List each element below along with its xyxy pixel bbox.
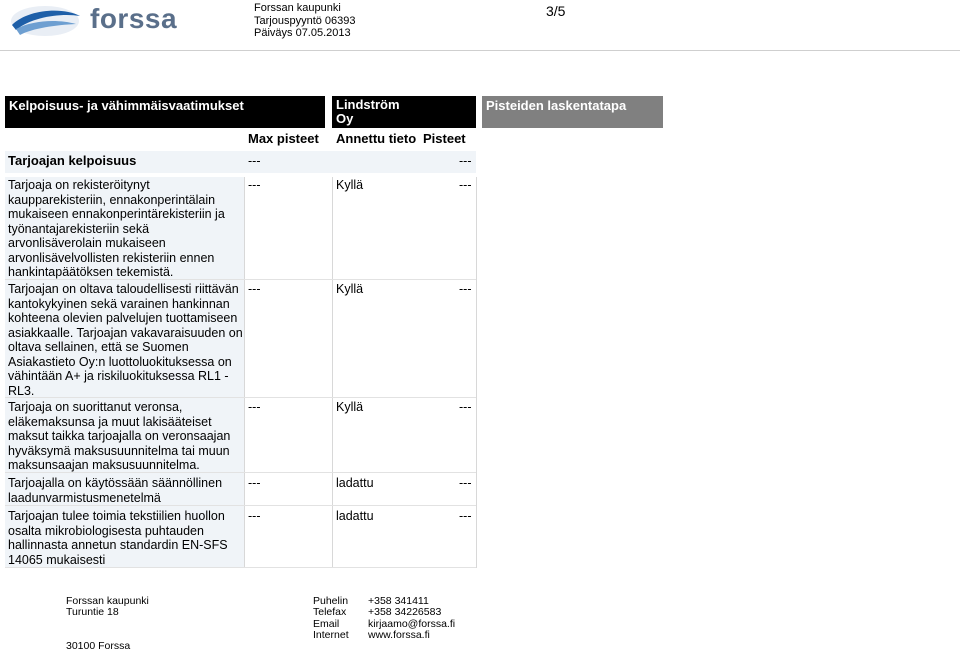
footer-org: Forssan kaupunki xyxy=(66,595,149,607)
logo-text: forssa xyxy=(90,3,178,34)
criterion-info: Kyllä xyxy=(336,178,364,192)
criterion-max: --- xyxy=(248,282,261,296)
footer-phone: +358 341411 xyxy=(368,595,429,607)
criterion-text: Tarjoaja on rekisteröitynyt kaupparekisteriin, ennakonperintälain mukaiseen ennakonperintärekisteriin ja työnantajarekisteriin sekä arvonlisäverolain mukaiseen arvonlisävelvollisten rekisteriin ennen hankintapäätöksen tekemistä. xyxy=(8,178,225,279)
criterion-points: --- xyxy=(459,400,472,414)
col-points: Pisteet xyxy=(423,131,466,146)
criterion-points: --- xyxy=(459,476,472,490)
criterion-points: --- xyxy=(459,509,472,523)
footer-contact-label: Telefax xyxy=(313,606,347,618)
footer-contact-label: Email xyxy=(313,618,340,630)
section-label: Tarjoajan kelpoisuus xyxy=(8,153,137,168)
col-given-info: Annettu tieto xyxy=(336,131,417,146)
criterion-text: Tarjoajan tulee toimia tekstiilien huollon osalta mikrobiologisesta puhtauden hallinnasta annetun standardin EN-SFS 14065 mukaisesti xyxy=(8,509,228,567)
criterion-max: --- xyxy=(248,400,261,414)
criterion-max: --- xyxy=(248,476,261,490)
supplier-header xyxy=(332,96,476,128)
section-max: --- xyxy=(248,154,261,168)
grid-hline xyxy=(5,505,476,506)
footer-contact-label: Internet xyxy=(313,629,349,641)
footer-contact-label: Puhelin xyxy=(313,595,349,607)
criterion-points: --- xyxy=(459,178,472,192)
footer-fax: +358 34226583 xyxy=(368,606,442,618)
grid-vline xyxy=(244,177,245,568)
section-points: --- xyxy=(459,154,472,168)
criterion-info: Kyllä xyxy=(336,282,364,296)
page-number: 3/5 xyxy=(546,3,566,19)
header-doc-number: Tarjouspyyntö 06393 xyxy=(254,15,356,27)
footer-website: www.forssa.fi xyxy=(368,629,430,641)
supplier-name-line2: Oy xyxy=(336,111,354,126)
scoring-method-header: Pisteiden laskentatapa xyxy=(482,96,663,128)
grid-hline xyxy=(5,567,476,568)
criterion-max: --- xyxy=(248,178,261,192)
header-org: Forssan kaupunki xyxy=(254,2,341,14)
criterion-text: Tarjoajalla on käytössään säännöllinen laadunvarmistusmenetelmä xyxy=(8,476,223,505)
col-max-points: Max pisteet xyxy=(248,131,319,146)
criterion-max: --- xyxy=(248,509,261,523)
criterion-info: ladattu xyxy=(336,509,374,523)
supplier-name-line1: Lindström xyxy=(336,97,400,112)
table-title: Kelpoisuus- ja vähimmäisvaatimukset xyxy=(5,96,325,128)
header-divider xyxy=(0,50,960,51)
forssa-logo xyxy=(8,2,178,42)
criterion-info: Kyllä xyxy=(336,400,364,414)
footer-postal: 30100 Forssa xyxy=(66,640,131,652)
grid-vline xyxy=(332,177,333,568)
header-date: Päiväys 07.05.2013 xyxy=(254,27,351,39)
criterion-text: Tarjoajan on oltava taloudellisesti riittävän kantokykyinen sekä varainen hankinnan kohteena olevien palvelujen tuottamiseen asiakkaalle. Tarjoajan vakavaraisuuden on oltava sellainen, että se Suomen Asiakastieto Oy:n luottoluokituksessa on vähintään A+ ja riskiluokituksessa RL1 - RL3. xyxy=(8,282,243,398)
criterion-info: ladattu xyxy=(336,476,374,490)
footer-email: kirjaamo@forssa.fi xyxy=(368,618,456,630)
criterion-points: --- xyxy=(459,282,472,296)
footer-street: Turuntie 18 xyxy=(66,606,119,618)
grid-vline xyxy=(476,177,477,568)
criterion-text: Tarjoaja on suorittanut veronsa, eläkemaksunsa ja muut lakisääteiset maksut taikka tarjoajalla on veronsaajan hyväksymä maksusuunnitelma tai muun maksunsaajan maksusuunnitelma. xyxy=(8,400,231,472)
